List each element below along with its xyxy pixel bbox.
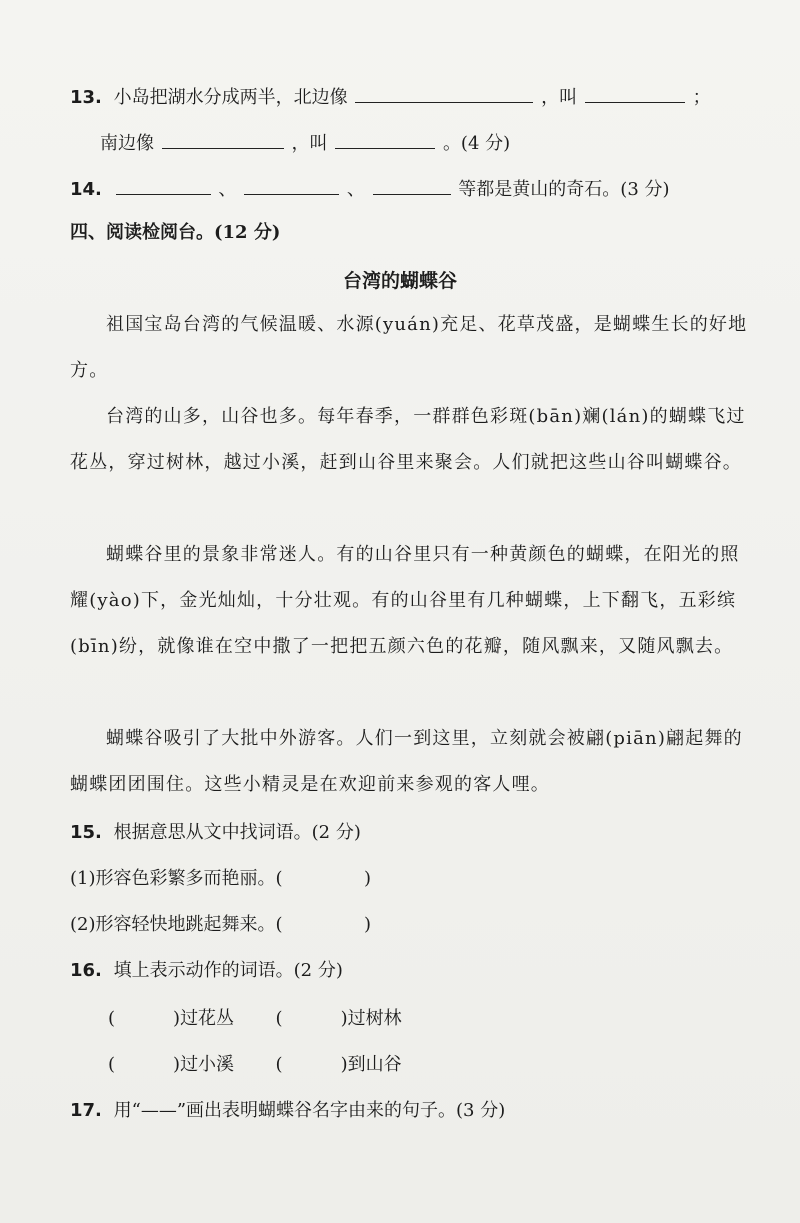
question-14-sep-1: 、 [218, 179, 237, 200]
question-14-text: 等都是黄山的奇石。(3 分) [458, 179, 670, 200]
question-15-item-2 [70, 912, 371, 938]
question-13-line-2 [100, 128, 510, 157]
question-15-item-2-text: (2)形容轻快地跳起舞来。( [70, 914, 283, 935]
question-16-b-text: 过树林 [347, 1008, 402, 1029]
question-13-text-2: ，叫 [541, 87, 578, 108]
blank-14-1[interactable] [116, 174, 211, 195]
passage-paragraph-1: 祖国宝岛台湾的气候温暖、水源(yuán)充足、花草茂盛，是蝴蝶生长的好地方。 [70, 314, 748, 381]
question-13-text: 小岛把湖水分成两半，北边像 [113, 87, 348, 108]
question-15-text: 根据意思从文中找词语。(2 分) [113, 822, 361, 843]
question-13-text-5: ，叫 [291, 133, 328, 154]
question-17 [70, 1098, 505, 1124]
question-16-row-2 [108, 1052, 402, 1078]
blank-13-south-name[interactable] [335, 128, 435, 149]
paren-close: ) [173, 1054, 181, 1075]
question-13-text-4: 南边像 [100, 133, 154, 154]
paren-close: ) [340, 1054, 348, 1075]
question-17-text: 用“——”画出表明蝴蝶谷名字由来的句子。(3 分) [113, 1100, 506, 1121]
question-14-number: 14. [70, 179, 102, 200]
question-16-row-1 [108, 1006, 402, 1032]
passage-paragraph-4: 蝴蝶谷吸引了大批中外游客。人们一到这里，立刻就会被翩(piān)翩起舞的蝴蝶团团围住。这些小精灵是在欢迎前来参观的客人哩。 [70, 728, 743, 795]
paren-open: ( [108, 1008, 116, 1029]
question-15-item-1-close: ) [364, 868, 372, 889]
passage-title: 台湾的蝴蝶谷 [342, 270, 457, 292]
question-17-number: 17. [70, 1100, 102, 1121]
question-14 [70, 174, 670, 203]
blank-14-2[interactable] [244, 174, 339, 195]
question-14-sep-2: 、 [346, 179, 365, 200]
blank-13-north-name[interactable] [585, 82, 685, 103]
blank-14-3[interactable] [373, 174, 451, 195]
question-15 [70, 820, 361, 846]
question-15-item-2-close: ) [364, 914, 372, 935]
blank-13-south-like[interactable] [162, 128, 284, 149]
question-15-item-1-text: (1)形容色彩繁多而艳丽。( [70, 868, 283, 889]
passage-paragraph-3: 蝴蝶谷里的景象非常迷人。有的山谷里只有一种黄颜色的蝴蝶，在阳光的照耀(yào)下，金光灿灿，十分壮观。有的山谷里有几种蝴蝶，上下翻飞，五彩缤(bīn)纷，就像谁在空中撒了一把把五颜六色的花瓣，随风飘来，又随风飘去。 [70, 544, 740, 657]
question-16 [70, 958, 343, 984]
question-15-item-1 [70, 866, 371, 892]
paren-close: ) [340, 1008, 348, 1029]
paren-close: ) [173, 1008, 181, 1029]
passage-paragraph-2: 台湾的山多，山谷也多。每年春季，一群群色彩斑(bān)斓(lán)的蝴蝶飞过花丛，穿过树林，越过小溪，赶到山谷里来聚会。人们就把这些山谷叫蝴蝶谷。 [70, 406, 746, 473]
question-15-number: 15. [70, 822, 102, 843]
blank-13-north-like[interactable] [355, 82, 533, 103]
question-16-d-text: 到山谷 [347, 1054, 402, 1075]
question-16-text: 填上表示动作的词语。(2 分) [113, 960, 343, 981]
paren-open: ( [275, 1054, 283, 1075]
paren-open: ( [108, 1054, 116, 1075]
question-16-c-text: 过小溪 [180, 1054, 235, 1075]
section-4-heading: 四、阅读检阅台。(12 分) [70, 222, 281, 243]
question-13-line-1 [70, 82, 711, 111]
question-16-a-text: 过花丛 [180, 1008, 235, 1029]
question-13-text-3: ； [692, 87, 711, 108]
question-16-number: 16. [70, 960, 102, 981]
paren-open: ( [275, 1008, 283, 1029]
question-13-number: 13. [70, 87, 102, 108]
question-13-text-6: 。(4 分) [442, 133, 511, 154]
